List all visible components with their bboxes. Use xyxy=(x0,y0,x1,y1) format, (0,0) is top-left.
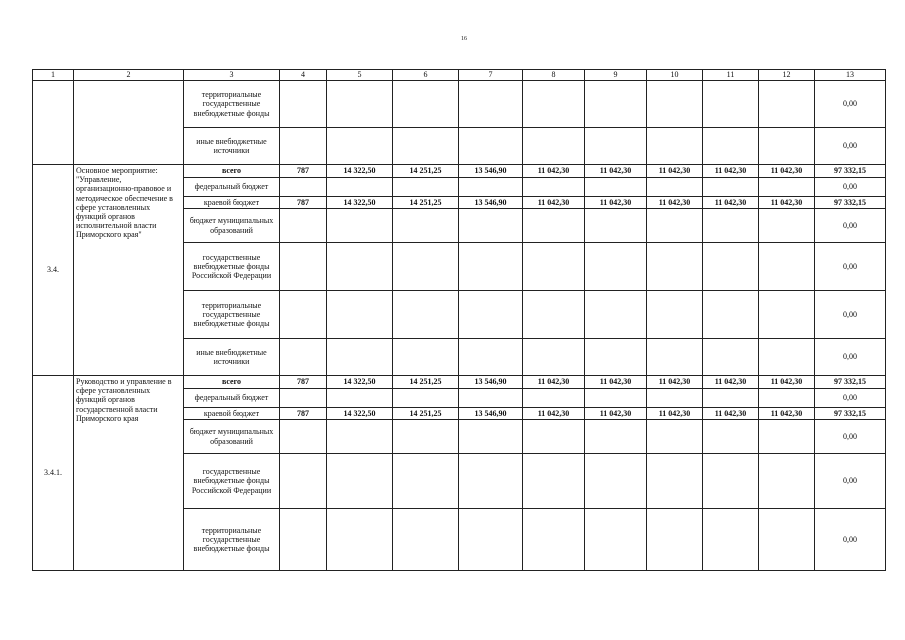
amount-cell: 11 042,30 xyxy=(585,165,647,178)
amount-cell xyxy=(327,128,393,165)
amount-cell: 11 042,30 xyxy=(523,376,585,389)
amount-cell xyxy=(647,81,703,128)
amount-cell xyxy=(459,420,523,454)
funding-source: территориальные государственные внебюджетные фонды xyxy=(184,509,280,571)
amount-cell xyxy=(280,420,327,454)
amount-cell xyxy=(759,81,815,128)
amount-cell xyxy=(647,243,703,291)
column-number: 5 xyxy=(327,70,393,81)
funding-source: иные внебюджетные источники xyxy=(184,128,280,165)
activity-name xyxy=(74,81,184,165)
amount-cell xyxy=(459,243,523,291)
table-row xyxy=(33,376,886,389)
amount-cell xyxy=(647,509,703,571)
amount-cell: 11 042,30 xyxy=(585,197,647,209)
amount-cell xyxy=(393,81,459,128)
amount-cell: 14 251,25 xyxy=(393,165,459,178)
amount-cell: 787 xyxy=(280,197,327,209)
amount-cell xyxy=(393,339,459,376)
amount-cell xyxy=(459,291,523,339)
amount-cell: 11 042,30 xyxy=(647,376,703,389)
total-cell: 0,00 xyxy=(815,291,886,339)
amount-cell xyxy=(585,420,647,454)
total-cell: 0,00 xyxy=(815,454,886,509)
amount-cell: 14 322,50 xyxy=(327,376,393,389)
amount-cell: 11 042,30 xyxy=(647,165,703,178)
amount-cell xyxy=(280,243,327,291)
amount-cell xyxy=(585,178,647,197)
column-number: 12 xyxy=(759,70,815,81)
amount-cell xyxy=(327,209,393,243)
amount-cell xyxy=(459,509,523,571)
amount-cell: 14 251,25 xyxy=(393,376,459,389)
amount-cell xyxy=(703,128,759,165)
total-cell: 97 332,15 xyxy=(815,408,886,420)
total-cell: 0,00 xyxy=(815,420,886,454)
amount-cell xyxy=(327,339,393,376)
amount-cell: 11 042,30 xyxy=(759,408,815,420)
amount-cell: 11 042,30 xyxy=(523,408,585,420)
amount-cell xyxy=(459,454,523,509)
amount-cell xyxy=(759,339,815,376)
funding-source: краевой бюджет xyxy=(184,408,280,420)
amount-cell: 11 042,30 xyxy=(647,408,703,420)
amount-cell xyxy=(280,339,327,376)
amount-cell xyxy=(759,454,815,509)
amount-cell: 11 042,30 xyxy=(703,197,759,209)
table-row xyxy=(33,165,886,178)
column-number: 13 xyxy=(815,70,886,81)
amount-cell xyxy=(280,389,327,408)
amount-cell xyxy=(759,291,815,339)
total-cell: 0,00 xyxy=(815,509,886,571)
amount-cell xyxy=(647,389,703,408)
funding-source: территориальные государственные внебюджетные фонды xyxy=(184,291,280,339)
amount-cell: 11 042,30 xyxy=(759,165,815,178)
amount-cell xyxy=(647,454,703,509)
amount-cell xyxy=(523,339,585,376)
amount-cell xyxy=(459,81,523,128)
row-index: 3.4.1. xyxy=(33,376,74,571)
funding-source: иные внебюджетные источники xyxy=(184,339,280,376)
funding-source: краевой бюджет xyxy=(184,197,280,209)
amount-cell xyxy=(393,389,459,408)
amount-cell xyxy=(703,420,759,454)
amount-cell xyxy=(585,389,647,408)
amount-cell xyxy=(585,339,647,376)
amount-cell xyxy=(759,509,815,571)
amount-cell: 14 251,25 xyxy=(393,197,459,209)
column-number: 9 xyxy=(585,70,647,81)
amount-cell xyxy=(393,128,459,165)
amount-cell xyxy=(459,339,523,376)
amount-cell: 11 042,30 xyxy=(523,165,585,178)
amount-cell: 11 042,30 xyxy=(647,197,703,209)
amount-cell xyxy=(585,509,647,571)
amount-cell xyxy=(393,209,459,243)
amount-cell xyxy=(703,339,759,376)
amount-cell: 14 322,50 xyxy=(327,408,393,420)
funding-source: федеральный бюджет xyxy=(184,389,280,408)
amount-cell: 11 042,30 xyxy=(759,376,815,389)
amount-cell xyxy=(703,454,759,509)
amount-cell xyxy=(585,81,647,128)
page-number: 16 xyxy=(461,36,467,42)
column-number: 4 xyxy=(280,70,327,81)
amount-cell xyxy=(327,509,393,571)
total-cell: 0,00 xyxy=(815,339,886,376)
amount-cell xyxy=(523,454,585,509)
amount-cell xyxy=(393,178,459,197)
total-cell: 97 332,15 xyxy=(815,197,886,209)
total-cell: 0,00 xyxy=(815,243,886,291)
amount-cell xyxy=(327,291,393,339)
amount-cell xyxy=(523,81,585,128)
amount-cell: 11 042,30 xyxy=(585,408,647,420)
amount-cell xyxy=(280,81,327,128)
total-cell: 0,00 xyxy=(815,178,886,197)
amount-cell xyxy=(523,128,585,165)
amount-cell xyxy=(280,209,327,243)
amount-cell xyxy=(585,454,647,509)
amount-cell xyxy=(585,209,647,243)
column-number: 10 xyxy=(647,70,703,81)
funding-source: всего xyxy=(184,376,280,389)
amount-cell xyxy=(647,420,703,454)
amount-cell xyxy=(759,389,815,408)
amount-cell xyxy=(703,389,759,408)
amount-cell: 14 322,50 xyxy=(327,197,393,209)
amount-cell: 13 546,90 xyxy=(459,408,523,420)
total-cell: 0,00 xyxy=(815,81,886,128)
amount-cell xyxy=(327,454,393,509)
amount-cell xyxy=(327,420,393,454)
row-index xyxy=(33,81,74,165)
amount-cell: 787 xyxy=(280,165,327,178)
funding-source: бюджет муниципальных образований xyxy=(184,209,280,243)
column-number: 11 xyxy=(703,70,759,81)
amount-cell xyxy=(523,291,585,339)
amount-cell xyxy=(647,291,703,339)
amount-cell: 14 322,50 xyxy=(327,165,393,178)
activity-name: Основное мероприятие: "Управление, организационно-правовое и методическое обеспечение в сфере установленных функций органов исполнительной власти Приморского края" xyxy=(74,165,184,376)
activity-name: Руководство и управление в сфере установленных функций органов государственной власти Приморского края xyxy=(74,376,184,571)
amount-cell xyxy=(459,209,523,243)
amount-cell xyxy=(280,291,327,339)
amount-cell xyxy=(393,291,459,339)
amount-cell xyxy=(327,243,393,291)
funding-source: территориальные государственные внебюджетные фонды xyxy=(184,81,280,128)
row-index: 3.4. xyxy=(33,165,74,376)
amount-cell xyxy=(393,420,459,454)
amount-cell: 13 546,90 xyxy=(459,376,523,389)
amount-cell xyxy=(703,209,759,243)
funding-source: федеральный бюджет xyxy=(184,178,280,197)
table-row xyxy=(33,81,886,128)
amount-cell xyxy=(647,178,703,197)
amount-cell: 14 251,25 xyxy=(393,408,459,420)
total-cell: 0,00 xyxy=(815,128,886,165)
amount-cell xyxy=(393,454,459,509)
amount-cell xyxy=(647,128,703,165)
amount-cell: 13 546,90 xyxy=(459,165,523,178)
amount-cell: 11 042,30 xyxy=(703,408,759,420)
column-number: 2 xyxy=(74,70,184,81)
amount-cell: 13 546,90 xyxy=(459,197,523,209)
amount-cell: 11 042,30 xyxy=(703,165,759,178)
amount-cell xyxy=(523,509,585,571)
column-number: 6 xyxy=(393,70,459,81)
amount-cell xyxy=(523,389,585,408)
amount-cell xyxy=(703,178,759,197)
amount-cell xyxy=(759,209,815,243)
amount-cell xyxy=(703,243,759,291)
amount-cell xyxy=(459,389,523,408)
column-number: 3 xyxy=(184,70,280,81)
amount-cell xyxy=(327,178,393,197)
amount-cell xyxy=(393,509,459,571)
amount-cell xyxy=(703,291,759,339)
amount-cell xyxy=(327,81,393,128)
amount-cell xyxy=(523,209,585,243)
amount-cell xyxy=(459,128,523,165)
column-number: 7 xyxy=(459,70,523,81)
funding-source: всего xyxy=(184,165,280,178)
amount-cell xyxy=(523,178,585,197)
amount-cell: 11 042,30 xyxy=(759,197,815,209)
amount-cell xyxy=(647,339,703,376)
amount-cell xyxy=(523,243,585,291)
total-cell: 97 332,15 xyxy=(815,165,886,178)
amount-cell xyxy=(703,509,759,571)
amount-cell xyxy=(585,128,647,165)
amount-cell xyxy=(280,128,327,165)
amount-cell xyxy=(759,178,815,197)
amount-cell xyxy=(759,128,815,165)
amount-cell xyxy=(585,291,647,339)
amount-cell xyxy=(759,243,815,291)
budget-table xyxy=(32,69,886,571)
amount-cell: 11 042,30 xyxy=(585,376,647,389)
amount-cell xyxy=(459,178,523,197)
amount-cell xyxy=(280,509,327,571)
funding-source: государственные внебюджетные фонды Российской Федерации xyxy=(184,243,280,291)
amount-cell xyxy=(393,243,459,291)
amount-cell xyxy=(585,243,647,291)
column-number-row xyxy=(33,70,886,81)
amount-cell: 11 042,30 xyxy=(703,376,759,389)
amount-cell: 787 xyxy=(280,408,327,420)
amount-cell xyxy=(523,420,585,454)
amount-cell: 787 xyxy=(280,376,327,389)
amount-cell xyxy=(280,178,327,197)
amount-cell xyxy=(327,389,393,408)
total-cell: 97 332,15 xyxy=(815,376,886,389)
amount-cell xyxy=(280,454,327,509)
funding-source: государственные внебюджетные фонды Российской Федерации xyxy=(184,454,280,509)
column-number: 8 xyxy=(523,70,585,81)
column-number: 1 xyxy=(33,70,74,81)
amount-cell: 11 042,30 xyxy=(523,197,585,209)
funding-source: бюджет муниципальных образований xyxy=(184,420,280,454)
total-cell: 0,00 xyxy=(815,209,886,243)
amount-cell xyxy=(647,209,703,243)
amount-cell xyxy=(759,420,815,454)
total-cell: 0,00 xyxy=(815,389,886,408)
amount-cell xyxy=(703,81,759,128)
